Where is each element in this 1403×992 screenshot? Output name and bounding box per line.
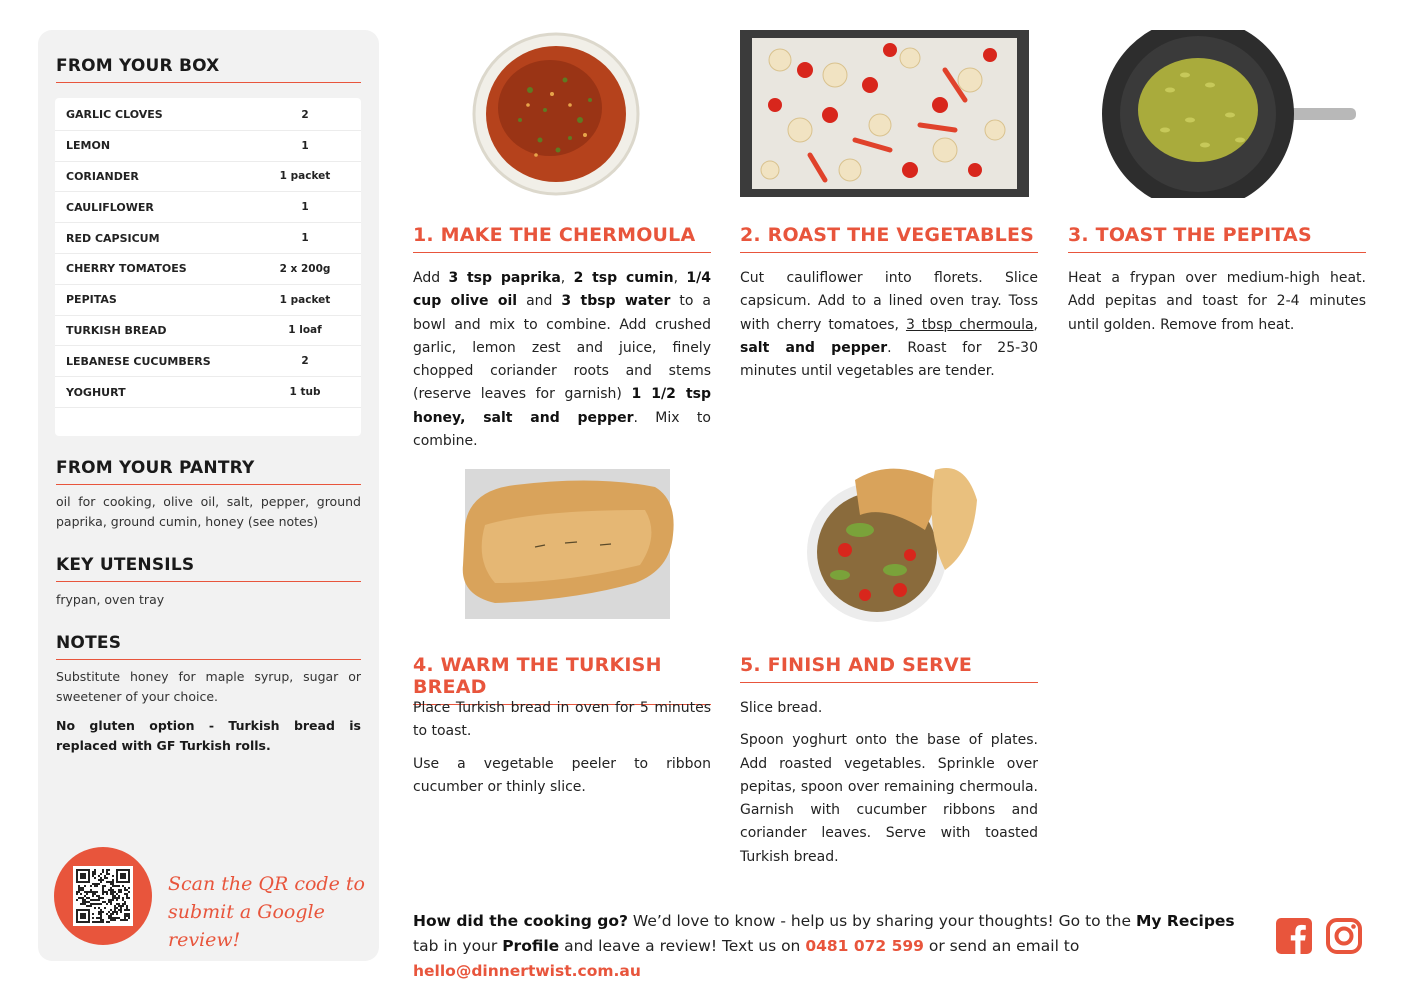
ingredient-name: CAULIFLOWER	[66, 200, 154, 214]
ingredient-qty: 2	[301, 108, 309, 121]
step-2-segment: 3 tbsp chermoula	[905, 316, 1034, 333]
step-2-segment: salt and pepper	[740, 339, 888, 356]
footer-question: How did the cooking go?	[413, 912, 628, 930]
step-1-segment: 1/4 cup olive oil	[413, 270, 711, 310]
footer-text-1: We’d love to know - help us by sharing your thoughts! Go to the	[627, 912, 1136, 930]
ingredient-qty: 1 tub	[289, 386, 321, 399]
notes-gluten-text: No gluten option - Turkish bread is replaced with GF Turkish rolls.	[56, 718, 361, 753]
from-your-pantry-title: FROM YOUR PANTRY	[56, 458, 361, 485]
step-2-segment: Cut cauliflower into florets. Slice capsicum. Add to a lined oven tray. Toss with cherry tomatoes,	[740, 270, 1038, 333]
key-utensils-title: KEY UTENSILS	[56, 555, 361, 582]
table-row	[55, 316, 361, 347]
notes-text: Substitute honey for maple syrup, sugar or sweetener of your choice.	[56, 669, 361, 704]
ingredient-qty: 2 x 200g	[279, 262, 331, 275]
step-1-segment: 3 tbsp water	[561, 293, 671, 310]
chermoula-bowl-photo	[470, 30, 642, 198]
facebook-icon[interactable]	[1276, 918, 1312, 954]
footer-phone-link[interactable]: 0481 072 599	[805, 937, 924, 955]
qr-code[interactable]	[73, 866, 133, 926]
footer-text-3: and leave a review! Text us on	[559, 937, 806, 955]
qr-caption-line2: submit a Google review!	[168, 901, 325, 951]
step-2-title: 2. ROAST THE VEGETABLES	[740, 224, 1038, 253]
table-row	[55, 346, 361, 377]
ingredient-qty: 1 packet	[279, 170, 331, 183]
qr-badge[interactable]	[54, 847, 152, 945]
ingredient-qty: 1	[301, 201, 309, 214]
notes-title: NOTES	[56, 633, 361, 660]
qr-caption-line1: Scan the QR code to	[168, 873, 365, 895]
ingredient-name: GARLIC CLOVES	[66, 108, 163, 122]
finished-dish-photo	[805, 460, 977, 624]
step-3-title: 3. TOAST THE PEPITAS	[1068, 224, 1366, 253]
step-3-body	[1068, 267, 1366, 337]
step-4-para-2: Use a vegetable peeler to ribbon cucumber or thinly slice.	[413, 755, 711, 795]
ingredients-table	[55, 98, 361, 436]
table-row	[55, 131, 361, 162]
step-5-body	[740, 697, 1038, 869]
footer-text-4: or send an email to	[923, 937, 1080, 955]
step-2-segment: ,	[1033, 316, 1038, 333]
ingredient-name: LEBANESE CUCUMBERS	[66, 354, 211, 368]
footer-my-recipes[interactable]: My Recipes	[1135, 912, 1235, 930]
step-1-body	[413, 267, 711, 453]
ingredient-name: RED CAPSICUM	[66, 231, 160, 245]
ingredient-name: YOGHURT	[66, 385, 126, 399]
step-5-para-2: Spoon yoghurt onto the base of plates. Add roasted vegetables. Sprinkle over pepitas, spoon over remaining chermoula. Garnish with cucumber ribbons and coriander leaves. Serve with toasted Turkish bread.	[740, 732, 1038, 865]
ingredient-qty: 1 packet	[279, 293, 331, 306]
table-row	[55, 377, 361, 408]
turkish-bread-photo	[455, 465, 680, 621]
step-4-body	[413, 697, 711, 799]
table-row	[55, 254, 361, 285]
step-1-segment: 1 1/2 tsp honey, salt and pepper	[413, 386, 711, 426]
footer-text-2: tab in your	[413, 937, 503, 955]
review-footer	[413, 909, 1263, 984]
step-4-para-1: Place Turkish bread in oven for 5 minutes to toast.	[413, 700, 711, 740]
qr-caption	[168, 870, 368, 954]
step-5-para-1: Slice bread.	[740, 700, 823, 716]
table-row	[55, 223, 361, 254]
step-1-segment: 2 tsp cumin	[573, 270, 674, 286]
step-1-segment: ,	[673, 270, 687, 286]
step-1-title: 1. MAKE THE CHERMOULA	[413, 224, 711, 253]
ingredient-qty: 2	[301, 355, 309, 368]
footer-email-link[interactable]: hello@dinnertwist.com.au	[413, 962, 641, 980]
ingredient-name: CHERRY TOMATOES	[66, 262, 187, 276]
step-5-title: 5. FINISH AND SERVE	[740, 654, 1038, 683]
step-2-body	[740, 267, 1038, 383]
roast-vegetables-photo	[740, 30, 1029, 197]
table-row	[55, 162, 361, 193]
step-1-segment: Add	[413, 270, 449, 286]
step-1-segment: and	[517, 293, 562, 310]
pepitas-frypan-photo	[1100, 30, 1358, 198]
ingredient-name: CORIANDER	[66, 169, 139, 183]
step-1-segment: 3 tsp paprika	[448, 270, 561, 286]
step-1-segment: to a bowl and mix to combine. Add crushed garlic, lemon zest and juice, finely chopped coriander roots and stems (reserve leaves for garnish)	[413, 293, 711, 403]
table-row	[55, 100, 361, 131]
sidebar	[38, 30, 379, 961]
step-3-segment: Heat a frypan over medium-high heat. Add pepitas and toast for 2-4 minutes until golden. Remove from heat.	[1068, 270, 1366, 333]
step-1-segment: . Mix to combine.	[413, 409, 711, 450]
table-row	[55, 285, 361, 316]
instagram-icon[interactable]	[1326, 918, 1362, 954]
ingredient-qty: 1	[301, 232, 309, 245]
footer-profile[interactable]: Profile	[502, 937, 560, 955]
ingredient-name: PEPITAS	[66, 293, 117, 307]
ingredient-qty: 1	[301, 139, 309, 152]
pantry-text: oil for cooking, olive oil, salt, pepper, ground paprika, ground cumin, honey (see notes)	[56, 494, 361, 529]
ingredient-name: TURKISH BREAD	[66, 323, 167, 337]
step-4-title: 4. WARM THE TURKISH BREAD	[413, 654, 711, 705]
ingredient-qty: 1 loaf	[288, 324, 322, 337]
table-row	[55, 192, 361, 223]
step-2-segment: . Roast for 25-30 minutes until vegetables are tender.	[740, 339, 1038, 380]
ingredient-name: LEMON	[66, 139, 111, 153]
qr-code-icon	[76, 869, 130, 923]
utensils-text: frypan, oven tray	[56, 592, 165, 607]
step-1-segment: ,	[560, 270, 574, 286]
from-your-box-title: FROM YOUR BOX	[56, 56, 361, 83]
